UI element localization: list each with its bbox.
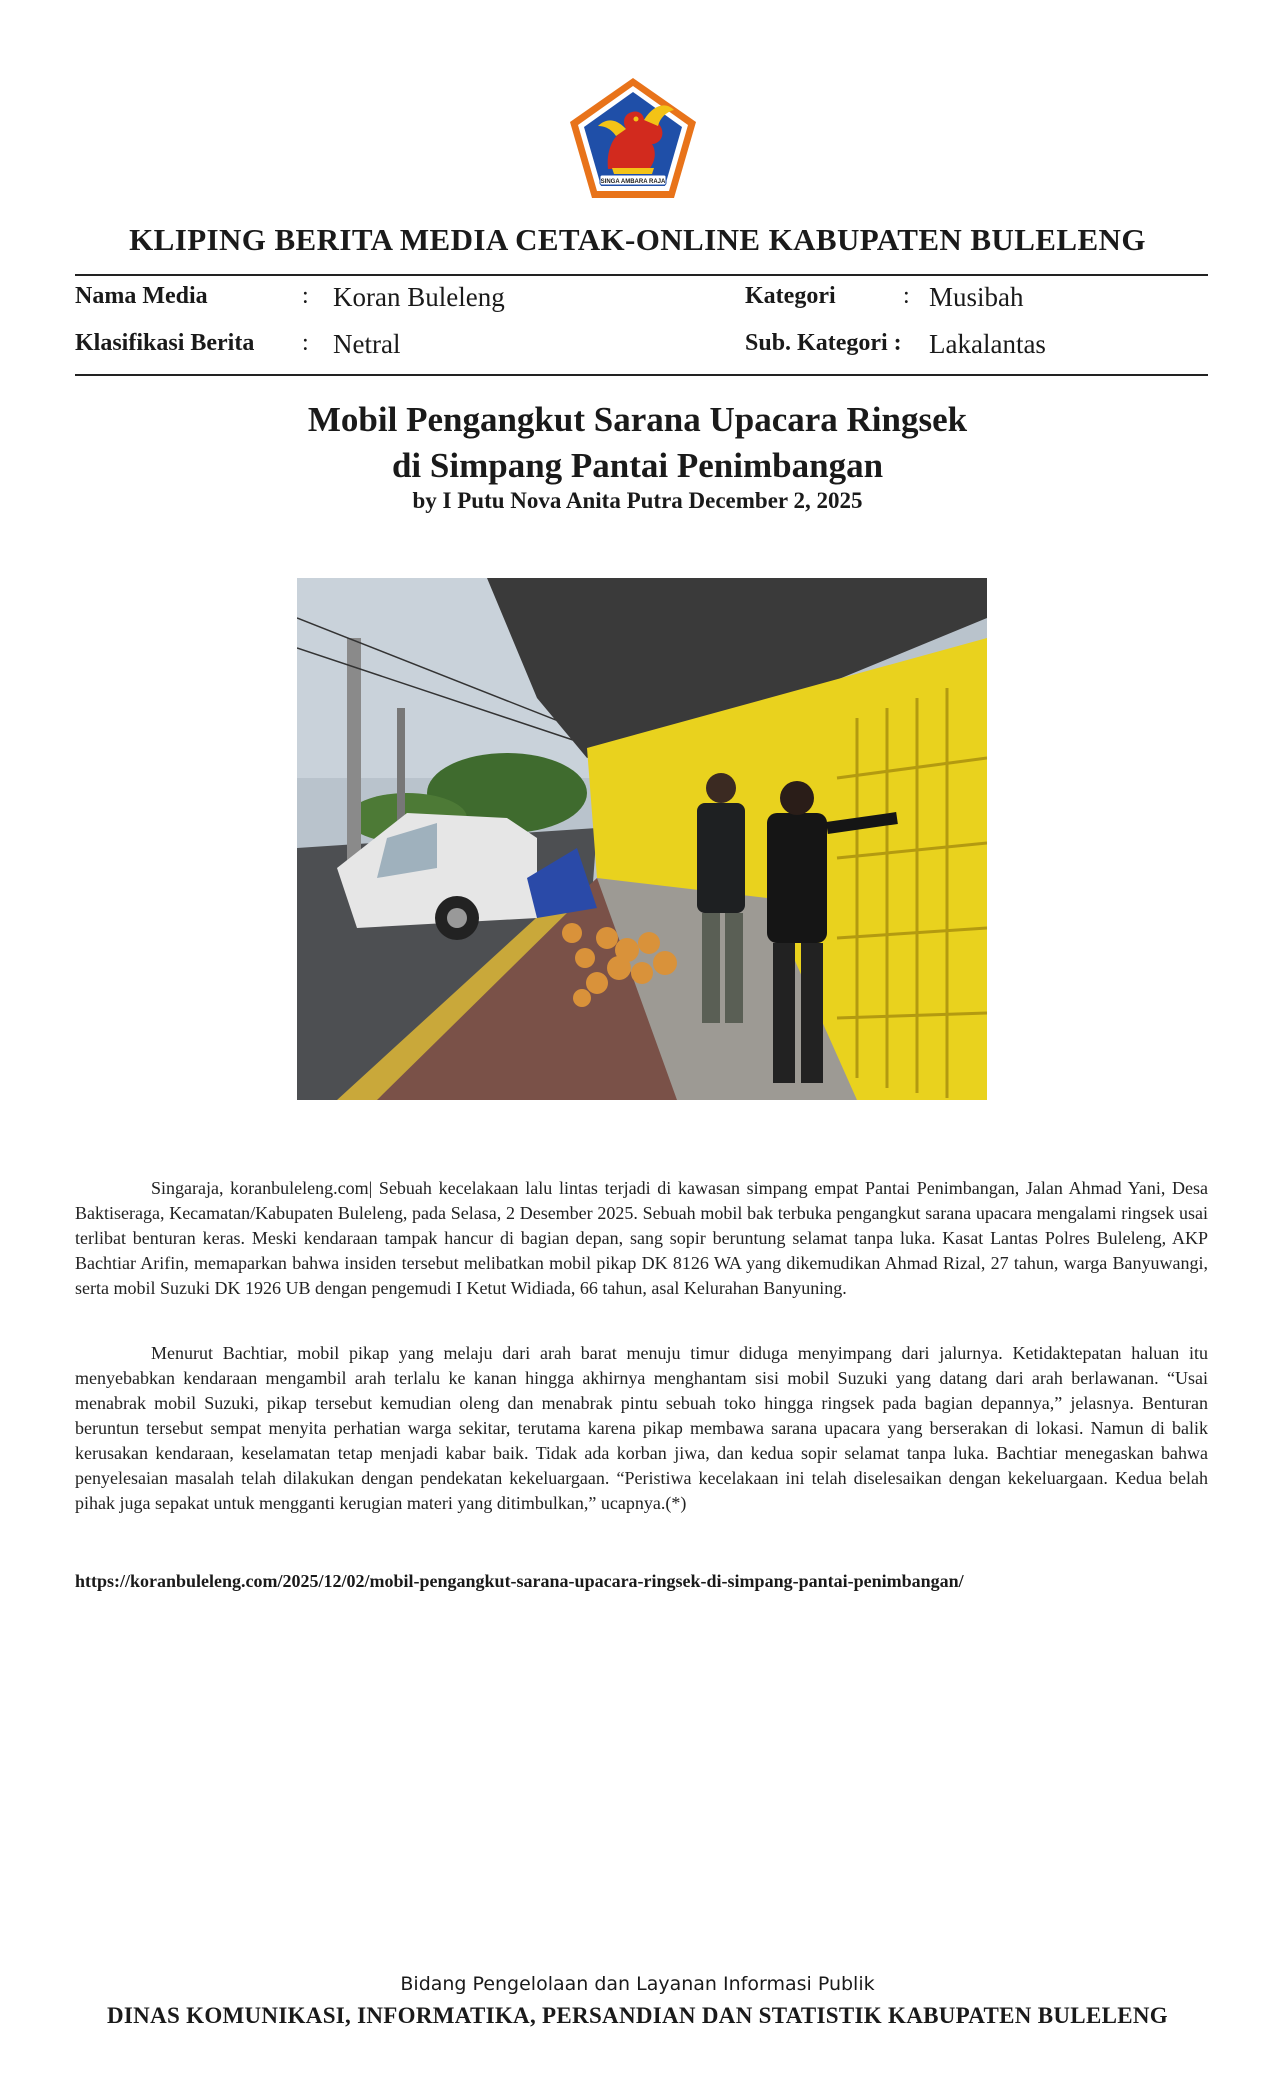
header-divider-bottom <box>75 374 1208 376</box>
sub-kategori-label: Sub. Kategori : <box>745 330 902 356</box>
klasifikasi-value: Netral <box>333 329 401 359</box>
article-paragraph: Singaraja, koranbuleleng.com| Sebuah kecelakaan lalu lintas terjadi di kawasan simpang empat Pantai Penimbangan, Jalan Ahmad Yani, Desa Baktiseraga, Kecamatan/Kabupaten Buleleng, pada Selasa, 2 Desember 2025. Sebuah mobil bak terbuka pengangkut sarana upacara mengalami ringsek usai terlibat benturan keras. Meski kendaraan tampak hancur di bagian depan, sang sopir beruntung selamat tanpa luka. Kasat Lantas Polres Buleleng, AKP Bachtiar Arifin, memaparkan bahwa insiden tersebut melibatkan mobil pikap DK 8126 WA yang dikemudikan Ahmad Rizal, 27 tahun, warga Banyuwangi, serta mobil Suzuki DK 1926 UB dengan pengemudi I Ketut Widiada, 66 tahun, asal Kelurahan Banyuning. <box>75 1178 1208 1298</box>
document-header-title: KLIPING BERITA MEDIA CETAK-ONLINE KABUPATEN BULELENG <box>129 222 1146 257</box>
sub-kategori-value: Lakalantas <box>929 329 1046 359</box>
source-url-link[interactable]: https://koranbuleleng.com/2025/12/02/mobil-pengangkut-sarana-upacara-ringsek-di-simpang-pantai-penimbangan/ <box>75 1571 964 1591</box>
svg-text:SINGA AMBARA RAJA: SINGA AMBARA RAJA <box>600 179 666 185</box>
accident-photo <box>297 578 987 1100</box>
footer-division: Bidang Pengelolaan dan Layanan Informasi Publik <box>400 1973 875 1995</box>
kategori-value: Musibah <box>929 282 1024 312</box>
klasifikasi-label: Klasifikasi Berita <box>75 330 255 356</box>
article-byline: by I Putu Nova Anita Putra December 2, 2025 <box>412 488 863 513</box>
article-paragraph: Menurut Bachtiar, mobil pikap yang melaju dari arah barat menuju timur diduga menyimpang dari jalurnya. Ketidaktepatan haluan itu menyebabkan kendaraan mengambil arah terlalu ke kanan hingga akhirnya menghantam sisi mobil Suzuki yang datang dari arah berlawanan. “Usai menabrak mobil Suzuki, pikap tersebut kemudian oleng dan menabrak pintu sebuah toko hingga ringsek pada bagian depannya,” jelasnya. Benturan beruntun tersebut sempat menyita perhatian warga sekitar, terutama karena pikap membawa sarana upacara yang berserakan di lokasi. Namun di balik kerusakan kendaraan, keselamatan tetap menjadi kabar baik. Tidak ada korban jiwa, dan kedua sopir selamat tanpa luka. Bachtiar menegaskan bahwa penyelesaian masalah telah dilakukan dengan pendekatan kekeluargaan. “Peristiwa kecelakaan ini telah diselesaikan dengan kekeluargaan. Kedua belah pihak juga sepakat untuk mengganti kerugian materi yang ditimbulkan,” ucapnya.(*) <box>75 1343 1208 1513</box>
colon: : <box>903 283 910 309</box>
article-title-line-1: Mobil Pengangkut Sarana Upacara Ringsek <box>307 400 968 439</box>
colon: : <box>302 283 309 309</box>
header-divider-top <box>75 274 1208 276</box>
article-title-line-2: di Simpang Pantai Penimbangan <box>391 446 884 485</box>
footer-agency: DINAS KOMUNIKASI, INFORMATIKA, PERSANDIAN DAN STATISTIK KABUPATEN BULELENG <box>107 2003 1168 2028</box>
kategori-label: Kategori <box>745 283 836 309</box>
nama-media-value: Koran Buleleng <box>333 282 505 312</box>
colon: : <box>302 330 309 356</box>
nama-media-label: Nama Media <box>75 283 208 309</box>
buleleng-emblem <box>566 74 700 202</box>
